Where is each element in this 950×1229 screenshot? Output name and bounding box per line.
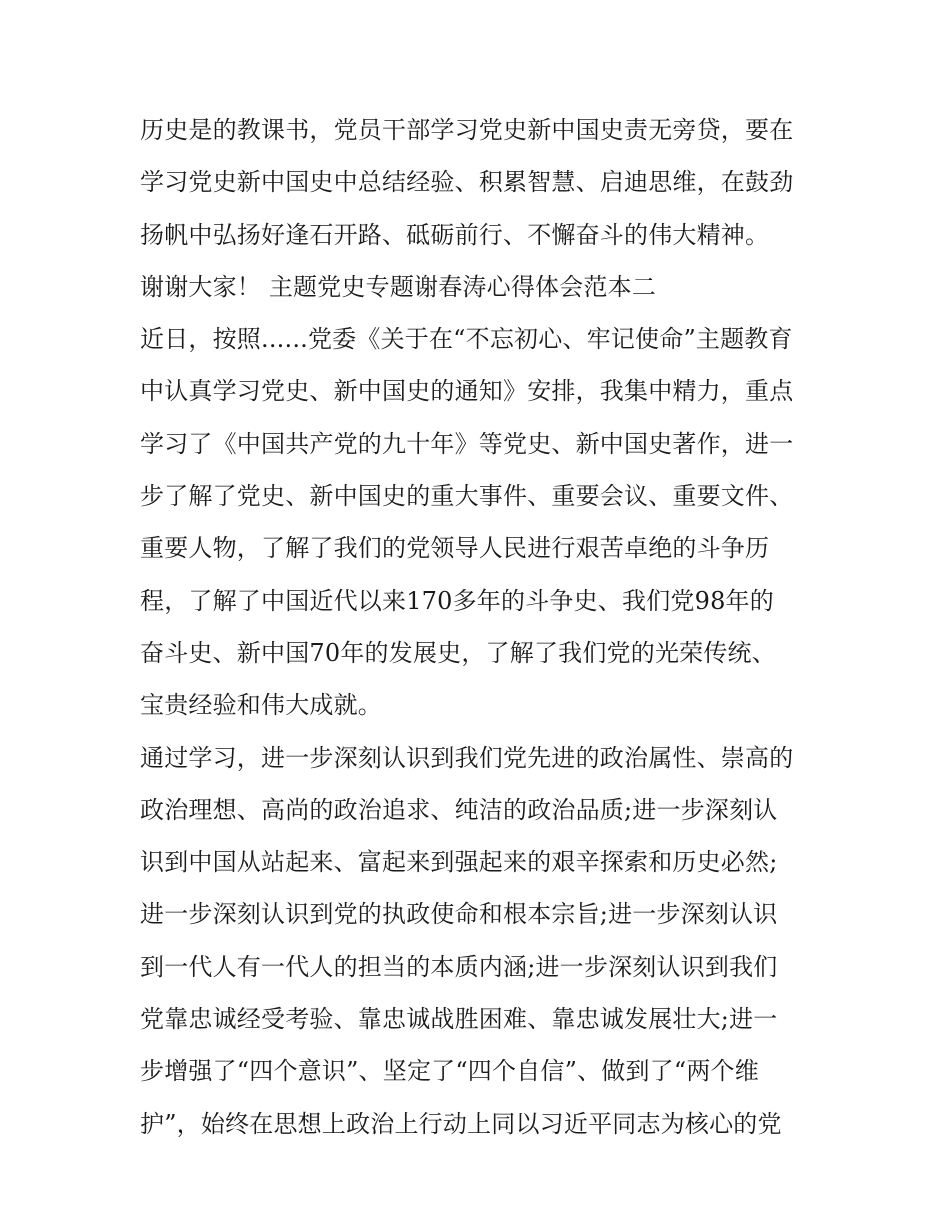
- text-line-12: 宝贵经验和伟大成就。: [140, 691, 382, 720]
- text-line-15: 识到中国从站起来、富起来到强起来的艰辛探索和历史必然;: [140, 848, 778, 877]
- text-line-6: 中认真学习党史、新中国史的通知》安排，我集中精力，重点: [140, 377, 794, 406]
- text-line-18: 党靠忠诚经受考验、靠忠诚战胜困难、靠忠诚发展壮大;进一: [140, 1005, 778, 1034]
- text-line-19: 步增强了“四个意识”、坚定了“四个自信”、做到了“两个维: [140, 1057, 759, 1086]
- text-line-3: 扬帆中弘扬好逢石开路、砥砺前行、不懈奋斗的伟大精神。: [140, 220, 770, 249]
- text-line-20: 护”，始终在思想上政治上行动上同以习近平同志为核心的党: [140, 1109, 782, 1138]
- text-line-16: 进一步深刻认识到党的执政使命和根本宗旨;进一步深刻认识: [140, 900, 778, 929]
- text-line-14: 政治理想、高尚的政治追求、纯洁的政治品质;进一步深刻认: [140, 795, 778, 824]
- text-line-7: 学习了《中国共产党的九十年》等党史、新中国史著作，进一: [140, 429, 794, 458]
- document-body: [140, 104, 820, 1150]
- text-line-2: 学习党史新中国史中总结经验、积累智慧、启迪思维，在鼓劲: [140, 168, 794, 197]
- text-line-17: 到一代人有一代人的担当的本质内涵;进一步深刻认识到我们: [140, 952, 778, 981]
- text-line-9: 重要人物，了解了我们的党领导人民进行艰苦卓绝的斗争历: [140, 534, 770, 563]
- text-line-10: 程，了解了中国近代以来170多年的斗争史、我们党98年的: [140, 586, 774, 615]
- text-line-5: 近日，按照......党委《关于在“不忘初心、牢记使命”主题教育: [140, 325, 793, 354]
- text-line-1: 历史是的教课书，党员干部学习党史新中国史责无旁贷，要在: [140, 116, 794, 144]
- text-line-13: 通过学习，进一步深刻认识到我们党先进的政治属性、崇高的: [140, 743, 794, 772]
- text-line-11: 奋斗史、新中国70年的发展史，了解了我们党的光荣传统、: [140, 638, 776, 667]
- section-heading: 谢谢大家！ 主题党史专题谢春涛心得体会范本二: [140, 272, 657, 301]
- text-line-8: 步了解了党史、新中国史的重大事件、重要会议、重要文件、: [140, 482, 794, 511]
